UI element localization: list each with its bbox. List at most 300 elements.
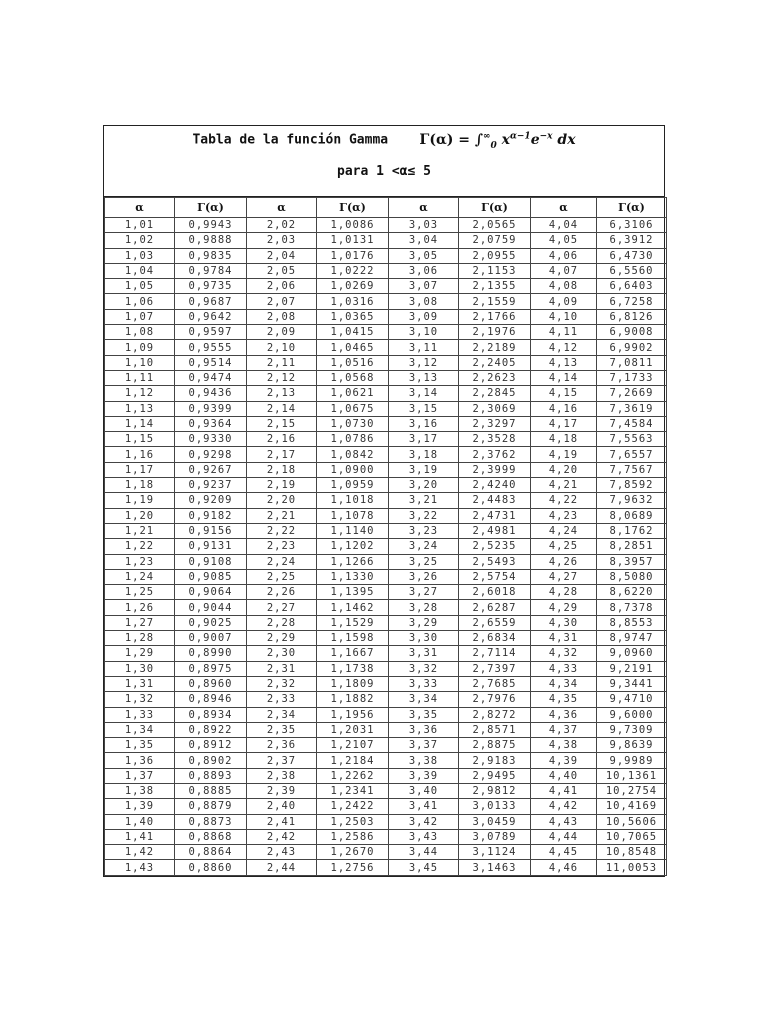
alpha-cell: 3,28 xyxy=(389,600,459,615)
alpha-cell: 4,41 xyxy=(531,783,597,798)
table-row xyxy=(105,722,667,737)
alpha-cell: 3,11 xyxy=(389,340,459,355)
gamma-value-cell: 9,6000 xyxy=(597,707,667,722)
gamma-value-cell: 2,1976 xyxy=(459,325,531,340)
gamma-value-cell: 2,6559 xyxy=(459,615,531,630)
gamma-value-cell: 0,9064 xyxy=(175,585,247,600)
header-row xyxy=(105,198,667,218)
alpha-cell: 1,41 xyxy=(105,829,175,844)
gamma-value-cell: 2,3297 xyxy=(459,416,531,431)
gamma-value-cell: 2,2405 xyxy=(459,355,531,370)
table-row xyxy=(105,738,667,753)
alpha-cell: 1,25 xyxy=(105,585,175,600)
gamma-value-cell: 11,0053 xyxy=(597,860,667,875)
gamma-value-cell: 0,8946 xyxy=(175,692,247,707)
gamma-value-cell: 0,8934 xyxy=(175,707,247,722)
table-row xyxy=(105,814,667,829)
gamma-value-cell: 7,2669 xyxy=(597,386,667,401)
alpha-cell: 3,04 xyxy=(389,233,459,248)
alpha-cell: 1,33 xyxy=(105,707,175,722)
table-row xyxy=(105,829,667,844)
alpha-cell: 1,42 xyxy=(105,845,175,860)
alpha-cell: 4,20 xyxy=(531,462,597,477)
table-row xyxy=(105,263,667,278)
gamma-value-cell: 1,0568 xyxy=(317,370,389,385)
gamma-value-cell: 0,9642 xyxy=(175,309,247,324)
gamma-value-cell: 10,2754 xyxy=(597,783,667,798)
gamma-value-cell: 2,1559 xyxy=(459,294,531,309)
alpha-cell: 1,21 xyxy=(105,523,175,538)
gamma-value-cell: 2,1355 xyxy=(459,279,531,294)
alpha-cell: 2,14 xyxy=(247,401,317,416)
alpha-cell: 2,31 xyxy=(247,661,317,676)
alpha-cell: 4,43 xyxy=(531,814,597,829)
table-row xyxy=(105,309,667,324)
gamma-value-cell: 2,3528 xyxy=(459,432,531,447)
gamma-value-cell: 0,9436 xyxy=(175,386,247,401)
alpha-cell: 2,25 xyxy=(247,569,317,584)
gamma-value-cell: 1,1395 xyxy=(317,585,389,600)
alpha-cell: 3,25 xyxy=(389,554,459,569)
alpha-cell: 1,03 xyxy=(105,248,175,263)
alpha-cell: 1,43 xyxy=(105,860,175,875)
alpha-cell: 2,04 xyxy=(247,248,317,263)
alpha-cell: 3,31 xyxy=(389,646,459,661)
gamma-value-cell: 8,7378 xyxy=(597,600,667,615)
alpha-cell: 4,36 xyxy=(531,707,597,722)
table-row xyxy=(105,692,667,707)
table-row xyxy=(105,661,667,676)
alpha-cell: 2,11 xyxy=(247,355,317,370)
alpha-cell: 2,21 xyxy=(247,508,317,523)
table-row xyxy=(105,493,667,508)
gamma-value-cell: 2,3999 xyxy=(459,462,531,477)
alpha-cell: 4,38 xyxy=(531,738,597,753)
alpha-cell: 4,19 xyxy=(531,447,597,462)
gamma-value-cell: 1,0365 xyxy=(317,309,389,324)
gamma-value-cell: 6,8126 xyxy=(597,309,667,324)
alpha-cell: 1,35 xyxy=(105,738,175,753)
alpha-cell: 2,43 xyxy=(247,845,317,860)
title-text: Tabla de la función Gamma xyxy=(192,132,389,148)
gamma-value-cell: 6,9008 xyxy=(597,325,667,340)
gamma-value-cell: 9,2191 xyxy=(597,661,667,676)
alpha-cell: 3,38 xyxy=(389,753,459,768)
alpha-cell: 4,44 xyxy=(531,829,597,844)
table-row xyxy=(105,585,667,600)
alpha-cell: 2,35 xyxy=(247,722,317,737)
alpha-cell: 2,32 xyxy=(247,676,317,691)
gamma-value-cell: 0,9237 xyxy=(175,478,247,493)
gamma-value-cell: 0,9514 xyxy=(175,355,247,370)
table-row xyxy=(105,523,667,538)
table-row xyxy=(105,615,667,630)
alpha-cell: 1,40 xyxy=(105,814,175,829)
table-title xyxy=(104,131,664,150)
gamma-value-cell: 3,0133 xyxy=(459,799,531,814)
alpha-cell: 3,19 xyxy=(389,462,459,477)
table-row xyxy=(105,325,667,340)
gamma-value-cell: 1,1202 xyxy=(317,539,389,554)
alpha-cell: 1,06 xyxy=(105,294,175,309)
alpha-cell: 3,42 xyxy=(389,814,459,829)
gamma-value-cell: 2,4731 xyxy=(459,508,531,523)
gamma-value-cell: 9,3441 xyxy=(597,676,667,691)
alpha-cell: 3,15 xyxy=(389,401,459,416)
gamma-value-cell: 8,9747 xyxy=(597,631,667,646)
gamma-value-cell: 0,9735 xyxy=(175,279,247,294)
gamma-value-cell: 8,1762 xyxy=(597,523,667,538)
table-row xyxy=(105,478,667,493)
alpha-cell: 4,08 xyxy=(531,279,597,294)
gamma-value-cell: 2,2845 xyxy=(459,386,531,401)
gamma-value-cell: 6,3912 xyxy=(597,233,667,248)
gamma-value-cell: 0,8860 xyxy=(175,860,247,875)
alpha-cell: 4,09 xyxy=(531,294,597,309)
alpha-cell: 4,42 xyxy=(531,799,597,814)
gamma-value-cell: 2,0565 xyxy=(459,218,531,233)
gamma-value-cell: 9,4710 xyxy=(597,692,667,707)
alpha-cell: 2,38 xyxy=(247,768,317,783)
alpha-cell: 1,37 xyxy=(105,768,175,783)
gamma-value-cell: 3,1463 xyxy=(459,860,531,875)
alpha-cell: 2,15 xyxy=(247,416,317,431)
alpha-cell: 2,29 xyxy=(247,631,317,646)
table-row xyxy=(105,370,667,385)
gamma-value-cell: 0,8879 xyxy=(175,799,247,814)
gamma-value-cell: 0,8864 xyxy=(175,845,247,860)
gamma-value-cell: 8,8553 xyxy=(597,615,667,630)
gamma-value-cell: 2,4981 xyxy=(459,523,531,538)
gamma-value-cell: 1,0316 xyxy=(317,294,389,309)
alpha-cell: 2,20 xyxy=(247,493,317,508)
alpha-cell: 3,20 xyxy=(389,478,459,493)
header-alpha: α xyxy=(247,198,317,218)
gamma-value-cell: 2,6287 xyxy=(459,600,531,615)
gamma-value-cell: 0,9044 xyxy=(175,600,247,615)
gamma-value-cell: 7,8592 xyxy=(597,478,667,493)
gamma-value-cell: 2,6834 xyxy=(459,631,531,646)
alpha-cell: 2,23 xyxy=(247,539,317,554)
gamma-value-cell: 10,4169 xyxy=(597,799,667,814)
alpha-cell: 4,28 xyxy=(531,585,597,600)
gamma-value-cell: 2,4240 xyxy=(459,478,531,493)
gamma-value-cell: 1,0675 xyxy=(317,401,389,416)
gamma-value-cell: 0,9835 xyxy=(175,248,247,263)
table-row xyxy=(105,447,667,462)
alpha-cell: 4,31 xyxy=(531,631,597,646)
table-row xyxy=(105,646,667,661)
alpha-cell: 3,26 xyxy=(389,569,459,584)
alpha-cell: 2,28 xyxy=(247,615,317,630)
header-gamma: Γ(α) xyxy=(175,198,247,218)
table-row xyxy=(105,416,667,431)
alpha-cell: 2,34 xyxy=(247,707,317,722)
gamma-value-cell: 1,0730 xyxy=(317,416,389,431)
gamma-value-cell: 2,8272 xyxy=(459,707,531,722)
alpha-cell: 3,06 xyxy=(389,263,459,278)
alpha-cell: 1,09 xyxy=(105,340,175,355)
alpha-cell: 2,06 xyxy=(247,279,317,294)
alpha-cell: 1,30 xyxy=(105,661,175,676)
gamma-value-cell: 9,7309 xyxy=(597,722,667,737)
gamma-value-cell: 0,9025 xyxy=(175,615,247,630)
table-row xyxy=(105,508,667,523)
alpha-cell: 4,07 xyxy=(531,263,597,278)
gamma-value-cell: 1,1462 xyxy=(317,600,389,615)
gamma-value-cell: 1,1956 xyxy=(317,707,389,722)
gamma-value-cell: 7,6557 xyxy=(597,447,667,462)
gamma-value-cell: 2,7976 xyxy=(459,692,531,707)
alpha-cell: 4,05 xyxy=(531,233,597,248)
gamma-value-cell: 1,1140 xyxy=(317,523,389,538)
alpha-cell: 3,32 xyxy=(389,661,459,676)
alpha-cell: 3,43 xyxy=(389,829,459,844)
gamma-value-cell: 0,9888 xyxy=(175,233,247,248)
header-alpha: α xyxy=(531,198,597,218)
gamma-value-cell: 0,9085 xyxy=(175,569,247,584)
alpha-cell: 1,23 xyxy=(105,554,175,569)
gamma-value-cell: 0,9943 xyxy=(175,218,247,233)
alpha-cell: 4,30 xyxy=(531,615,597,630)
alpha-cell: 1,04 xyxy=(105,263,175,278)
alpha-cell: 1,28 xyxy=(105,631,175,646)
gamma-value-cell: 6,9902 xyxy=(597,340,667,355)
alpha-cell: 2,22 xyxy=(247,523,317,538)
alpha-cell: 4,11 xyxy=(531,325,597,340)
gamma-value-cell: 1,1667 xyxy=(317,646,389,661)
alpha-cell: 2,16 xyxy=(247,432,317,447)
alpha-cell: 3,07 xyxy=(389,279,459,294)
alpha-cell: 1,12 xyxy=(105,386,175,401)
gamma-value-cell: 2,0955 xyxy=(459,248,531,263)
alpha-cell: 1,19 xyxy=(105,493,175,508)
gamma-value-cell: 1,0086 xyxy=(317,218,389,233)
alpha-cell: 2,44 xyxy=(247,860,317,875)
alpha-cell: 2,05 xyxy=(247,263,317,278)
alpha-cell: 3,30 xyxy=(389,631,459,646)
alpha-cell: 3,27 xyxy=(389,585,459,600)
alpha-cell: 3,05 xyxy=(389,248,459,263)
alpha-cell: 4,39 xyxy=(531,753,597,768)
alpha-cell: 4,34 xyxy=(531,676,597,691)
gamma-value-cell: 10,7065 xyxy=(597,829,667,844)
alpha-cell: 1,05 xyxy=(105,279,175,294)
gamma-value-cell: 1,2670 xyxy=(317,845,389,860)
alpha-cell: 3,35 xyxy=(389,707,459,722)
gamma-value-cell: 10,8548 xyxy=(597,845,667,860)
alpha-cell: 2,13 xyxy=(247,386,317,401)
gamma-value-cell: 7,3619 xyxy=(597,401,667,416)
header-gamma: Γ(α) xyxy=(597,198,667,218)
alpha-cell: 2,19 xyxy=(247,478,317,493)
gamma-value-cell: 0,8893 xyxy=(175,768,247,783)
table-row xyxy=(105,279,667,294)
gamma-value-cell: 1,0415 xyxy=(317,325,389,340)
gamma-value-cell: 8,2851 xyxy=(597,539,667,554)
alpha-cell: 1,15 xyxy=(105,432,175,447)
table-row xyxy=(105,753,667,768)
alpha-cell: 2,42 xyxy=(247,829,317,844)
alpha-cell: 3,21 xyxy=(389,493,459,508)
gamma-value-cell: 1,0842 xyxy=(317,447,389,462)
table-row xyxy=(105,218,667,233)
alpha-cell: 2,18 xyxy=(247,462,317,477)
table-row xyxy=(105,233,667,248)
alpha-cell: 4,40 xyxy=(531,768,597,783)
table-row xyxy=(105,401,667,416)
gamma-value-cell: 1,1529 xyxy=(317,615,389,630)
alpha-cell: 1,07 xyxy=(105,309,175,324)
alpha-cell: 3,33 xyxy=(389,676,459,691)
gamma-value-cell: 2,7685 xyxy=(459,676,531,691)
table-row xyxy=(105,355,667,370)
alpha-cell: 4,26 xyxy=(531,554,597,569)
gamma-value-cell: 2,8571 xyxy=(459,722,531,737)
alpha-cell: 1,32 xyxy=(105,692,175,707)
alpha-cell: 2,08 xyxy=(247,309,317,324)
alpha-cell: 3,18 xyxy=(389,447,459,462)
alpha-cell: 4,10 xyxy=(531,309,597,324)
gamma-value-cell: 1,0900 xyxy=(317,462,389,477)
alpha-cell: 1,08 xyxy=(105,325,175,340)
gamma-value-cell: 9,0960 xyxy=(597,646,667,661)
gamma-value-cell: 2,1766 xyxy=(459,309,531,324)
alpha-cell: 4,35 xyxy=(531,692,597,707)
gamma-value-cell: 7,1733 xyxy=(597,370,667,385)
table-title-block xyxy=(104,126,664,197)
gamma-value-cell: 1,2107 xyxy=(317,738,389,753)
gamma-value-cell: 0,8873 xyxy=(175,814,247,829)
gamma-value-cell: 0,8975 xyxy=(175,661,247,676)
gamma-value-cell: 1,0465 xyxy=(317,340,389,355)
alpha-cell: 3,16 xyxy=(389,416,459,431)
table-row xyxy=(105,539,667,554)
gamma-value-cell: 6,7258 xyxy=(597,294,667,309)
alpha-cell: 4,04 xyxy=(531,218,597,233)
table-row xyxy=(105,768,667,783)
header-alpha: α xyxy=(105,198,175,218)
alpha-cell: 3,44 xyxy=(389,845,459,860)
gamma-value-cell: 2,2189 xyxy=(459,340,531,355)
alpha-cell: 2,30 xyxy=(247,646,317,661)
gamma-value-cell: 1,2184 xyxy=(317,753,389,768)
gamma-value-cell: 2,9495 xyxy=(459,768,531,783)
gamma-value-cell: 3,0459 xyxy=(459,814,531,829)
gamma-value-cell: 2,5754 xyxy=(459,569,531,584)
gamma-value-cell: 1,0222 xyxy=(317,263,389,278)
table-row xyxy=(105,631,667,646)
alpha-cell: 4,25 xyxy=(531,539,597,554)
gamma-value-cell: 0,8960 xyxy=(175,676,247,691)
table-row xyxy=(105,600,667,615)
gamma-value-cell: 9,9989 xyxy=(597,753,667,768)
gamma-value-cell: 2,3069 xyxy=(459,401,531,416)
alpha-cell: 4,33 xyxy=(531,661,597,676)
alpha-cell: 2,27 xyxy=(247,600,317,615)
alpha-cell: 1,38 xyxy=(105,783,175,798)
gamma-table-sheet xyxy=(103,125,665,877)
alpha-cell: 3,34 xyxy=(389,692,459,707)
alpha-cell: 4,06 xyxy=(531,248,597,263)
gamma-value-cell: 1,1598 xyxy=(317,631,389,646)
alpha-cell: 3,39 xyxy=(389,768,459,783)
gamma-value-cell: 6,5560 xyxy=(597,263,667,278)
alpha-cell: 3,37 xyxy=(389,738,459,753)
alpha-cell: 2,39 xyxy=(247,783,317,798)
gamma-value-cell: 2,4483 xyxy=(459,493,531,508)
alpha-cell: 4,17 xyxy=(531,416,597,431)
alpha-cell: 2,24 xyxy=(247,554,317,569)
alpha-cell: 4,24 xyxy=(531,523,597,538)
gamma-value-cell: 0,9555 xyxy=(175,340,247,355)
alpha-cell: 1,13 xyxy=(105,401,175,416)
header-gamma: Γ(α) xyxy=(317,198,389,218)
alpha-cell: 1,22 xyxy=(105,539,175,554)
gamma-value-cell: 0,9007 xyxy=(175,631,247,646)
alpha-cell: 3,36 xyxy=(389,722,459,737)
alpha-cell: 4,46 xyxy=(531,860,597,875)
alpha-cell: 4,12 xyxy=(531,340,597,355)
alpha-cell: 1,18 xyxy=(105,478,175,493)
alpha-cell: 1,10 xyxy=(105,355,175,370)
gamma-value-cell: 9,8639 xyxy=(597,738,667,753)
table-body xyxy=(105,218,667,876)
alpha-cell: 2,40 xyxy=(247,799,317,814)
table-row xyxy=(105,386,667,401)
alpha-cell: 1,20 xyxy=(105,508,175,523)
gamma-values-table xyxy=(104,197,667,876)
alpha-cell: 3,24 xyxy=(389,539,459,554)
alpha-cell: 3,09 xyxy=(389,309,459,324)
gamma-value-cell: 0,8885 xyxy=(175,783,247,798)
gamma-formula: $\Gamma(\alpha) = \int^\infty_0$ $x^{\alpha-1}e^{-x}$ dx xyxy=(419,131,576,151)
gamma-value-cell: 2,9183 xyxy=(459,753,531,768)
alpha-cell: 4,27 xyxy=(531,569,597,584)
gamma-value-cell: 0,9131 xyxy=(175,539,247,554)
alpha-cell: 1,17 xyxy=(105,462,175,477)
header-gamma: Γ(α) xyxy=(459,198,531,218)
alpha-cell: 2,07 xyxy=(247,294,317,309)
alpha-cell: 1,02 xyxy=(105,233,175,248)
table-row xyxy=(105,340,667,355)
alpha-cell: 2,09 xyxy=(247,325,317,340)
table-row xyxy=(105,569,667,584)
alpha-cell: 2,33 xyxy=(247,692,317,707)
gamma-value-cell: 1,2262 xyxy=(317,768,389,783)
alpha-cell: 2,03 xyxy=(247,233,317,248)
alpha-cell: 3,22 xyxy=(389,508,459,523)
alpha-cell: 4,18 xyxy=(531,432,597,447)
alpha-cell: 4,37 xyxy=(531,722,597,737)
alpha-cell: 1,24 xyxy=(105,569,175,584)
gamma-value-cell: 0,9399 xyxy=(175,401,247,416)
table-row xyxy=(105,294,667,309)
gamma-value-cell: 2,2623 xyxy=(459,370,531,385)
gamma-value-cell: 10,5606 xyxy=(597,814,667,829)
gamma-value-cell: 0,9156 xyxy=(175,523,247,538)
gamma-value-cell: 0,9364 xyxy=(175,416,247,431)
alpha-cell: 2,37 xyxy=(247,753,317,768)
alpha-cell: 4,45 xyxy=(531,845,597,860)
gamma-value-cell: 0,9182 xyxy=(175,508,247,523)
table-row xyxy=(105,799,667,814)
alpha-cell: 4,23 xyxy=(531,508,597,523)
gamma-value-cell: 1,2503 xyxy=(317,814,389,829)
gamma-value-cell: 0,9597 xyxy=(175,325,247,340)
gamma-value-cell: 2,1153 xyxy=(459,263,531,278)
gamma-value-cell: 0,9784 xyxy=(175,263,247,278)
